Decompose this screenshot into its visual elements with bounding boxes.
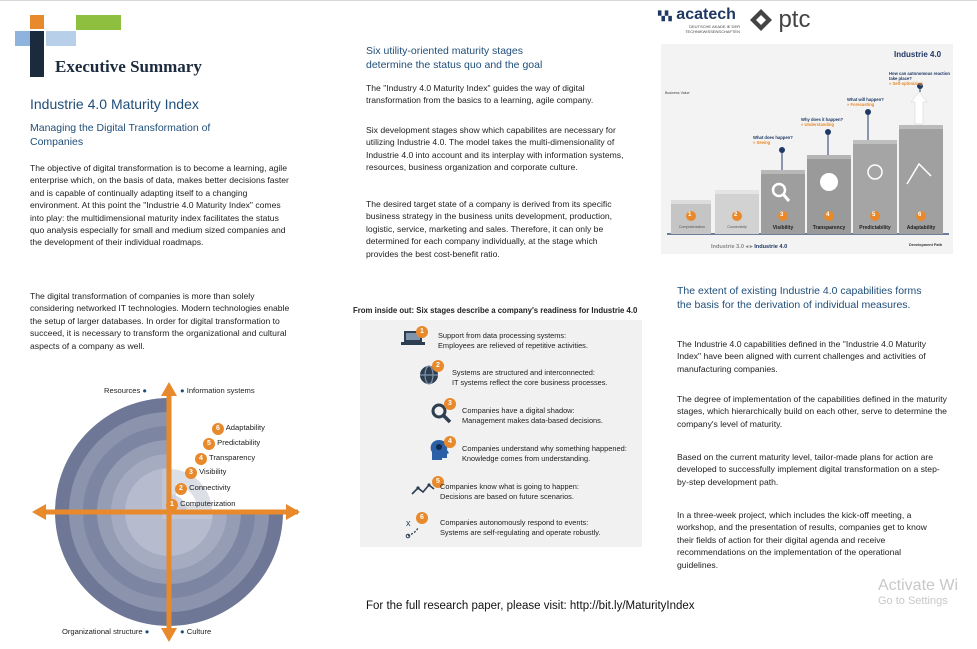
question-4 <box>801 117 843 127</box>
stage-number-badge: 2 <box>175 483 187 495</box>
step-label-5: Predictability <box>859 225 891 231</box>
question-text: What will happen? <box>847 97 884 102</box>
middle-para-3: The desired target state of a company is derived from its specific business strategy in the business units development, production, logistic, service, marketing and sales. Therefore, it can only be determined for each company individually, at the stage which provides the best cost-benefit ratio. <box>366 199 613 259</box>
stage-line-2: Management makes data-based decisions. <box>462 415 603 425</box>
chart-bottom-left: Industrie 3.0 ◂ ▸ Industrie 4.0 <box>711 244 788 250</box>
chart-title: Industrie 4.0 <box>894 50 942 59</box>
industrie-4-label: Industrie 4.0 <box>754 244 788 250</box>
svg-text:x: x <box>406 518 411 528</box>
wheel-quadrant-infosys: ● Information systems <box>180 386 255 395</box>
stage-line-1: Systems are structured and interconnected: <box>452 368 595 377</box>
wheel-arrow-right <box>286 504 300 520</box>
stage-line-2: Employees are relieved of repetitive activities. <box>438 340 588 350</box>
stage-line-2: IT systems reflect the core business processes. <box>452 377 608 387</box>
stage-line-1: Companies know what is going to happen: <box>440 482 579 491</box>
stage-number-badge: 4 <box>444 436 456 448</box>
step-number-3: 3 <box>780 212 784 218</box>
step-number-1: 1 <box>688 212 692 218</box>
stair-chart <box>661 44 953 254</box>
logo-square-lightblue <box>15 31 30 46</box>
wheel-arrow-down <box>161 628 177 642</box>
stage-item-3 <box>430 402 452 429</box>
wheel-label-culture: Culture <box>186 627 212 636</box>
pin-dot-4 <box>825 129 831 135</box>
question-3 <box>753 135 793 145</box>
watermark-line-2: Go to Settings <box>878 595 948 607</box>
stage-text-4 <box>462 444 627 463</box>
step-4 <box>807 155 851 234</box>
wheel-label-resources: Resources <box>104 386 141 395</box>
middle-para-2: Six development stages show which capabilites are necessary for utilizing Industrie 4.0. The model takes the multi-dimensionality of Industrie 4.0 into account and its interplay with information systems, resources, business organization and corporate culture. <box>366 125 624 173</box>
stage-text-5 <box>440 482 579 501</box>
question-6 <box>889 71 951 86</box>
logo-square-green <box>76 15 121 30</box>
logo-square-orange <box>30 15 44 29</box>
middle-heading: Six utility-oriented maturity stages determine the status quo and the goal <box>366 45 543 71</box>
left-para-2: The digital transformation of companies is more than solely considering networked IT technologies. Modern technologies enable the setup of larger databases. In order for digital transformation to succeed, it is necessary to transform the organizational and cultural aspects of a company as well. <box>30 291 290 351</box>
maturity-wheel <box>30 380 300 642</box>
growth-arrow-icon <box>911 92 927 124</box>
section-title: Executive Summary <box>55 57 202 76</box>
stage-label: Predictability <box>217 438 261 447</box>
step-label-6: Adaptability <box>906 225 936 231</box>
wheel-quadrant-org: Organizational structure ● <box>62 627 150 636</box>
left-title: Industrie 4.0 Maturity Index <box>30 96 199 112</box>
stage-number-badge: 1 <box>416 326 428 338</box>
stage-text-2 <box>452 368 608 387</box>
stage-line-2: Systems are self-regulating and operate robustly. <box>440 527 601 537</box>
wheel-quadrant-culture: ● Culture <box>180 627 212 636</box>
wheel-stage-5 <box>203 438 260 450</box>
stage-line-1: Companies autonomously respond to events: <box>440 518 589 527</box>
left-para-1: The objective of digital transformation is to become a learning, agile enterprise which, on the basis of data, makes better decisions faster and is capable of continually adapting itself to a changing environment. At this point the "Industrie 4.0 Maturity Index" comes into play: the multidimensional maturity index facilitates the status quo analysis especially for small and medium sized companies and the development of their individual roadmaps. <box>30 163 289 248</box>
wheel-stage-4 <box>195 453 255 465</box>
step-number-6: 6 <box>918 212 922 218</box>
acatech-wordmark: acatech <box>676 6 736 23</box>
stage-item-5 <box>410 480 440 503</box>
stage-item-4 <box>428 438 450 467</box>
stage-number-badge: 3 <box>444 398 456 410</box>
right-para-3: Based on the current maturity level, tailor-made plans for action are developed to successfully implement digital transformation on a step-by-step development path. <box>677 452 940 487</box>
right-para-1: The Industrie 4.0 capabilities defined in the "Industrie 4.0 Maturity Index" have been aligned with current challenges and activities of manufacturing companies. <box>677 339 927 374</box>
step-label-1: Computerization <box>678 225 706 229</box>
acatech-mark-icon: ▚▚ <box>658 11 672 21</box>
stage-number-badge: 6 <box>416 512 428 524</box>
wheel-stage-2 <box>175 483 231 495</box>
wheel-stage-3 <box>185 467 226 479</box>
step-label-2: Connectivity <box>727 225 747 229</box>
wheel-label-org: Organizational structure <box>62 627 143 636</box>
chart-bottom-right: Development Path <box>909 243 943 247</box>
research-paper-link[interactable]: For the full research paper, please visit: http://bit.ly/MaturityIndex <box>366 600 695 612</box>
wheel-arrow-up <box>161 382 177 396</box>
ptc-logo-icon <box>748 7 774 33</box>
pin-dot-3 <box>779 147 785 153</box>
ptc-logo <box>748 6 810 34</box>
step-number-5: 5 <box>872 212 876 218</box>
stage-number-badge: 5 <box>432 476 444 488</box>
watermark-line-1: Activate Wi <box>878 577 959 594</box>
question-answer: » Seeing <box>753 140 771 145</box>
stage-number-badge: 4 <box>195 453 207 465</box>
activation-watermark <box>878 577 958 607</box>
logo-bar-dark <box>30 31 44 77</box>
stage-line-2: Knowledge comes from understanding. <box>462 453 591 463</box>
step-label-3: Visibility <box>772 225 794 231</box>
chart-ylabel: Business Value <box>665 91 690 95</box>
stage-number-badge: 2 <box>432 360 444 372</box>
step-label-4: Transparency <box>812 225 846 231</box>
stage-label: Computerization <box>180 499 236 508</box>
wheel-stage-1 <box>166 499 235 511</box>
stage-item-1 <box>400 328 426 353</box>
stage-item-2 <box>418 364 440 391</box>
top-border <box>0 0 977 1</box>
stage-line-2: Decisions are based on future scenarios. <box>440 491 574 501</box>
stage-text-1 <box>438 331 588 350</box>
acatech-logo <box>658 6 740 34</box>
stage-label: Visibility <box>199 467 227 476</box>
question-answer: » Self-optimizing <box>889 81 923 86</box>
industrie-3-label: Industrie 3.0 <box>711 244 744 250</box>
right-para-2: The degree of implementation of the capabilities defined in the maturity stages, which hierarchically build on each other, serve to determine the company's level of maturity. <box>677 394 947 429</box>
question-text: What does happen? <box>753 135 793 140</box>
stage-number-badge: 1 <box>166 499 178 511</box>
transparency-head-icon <box>820 173 838 191</box>
question-5 <box>847 97 884 107</box>
question-answer: » Forecasting <box>847 102 875 107</box>
right-para-4: In a three-week project, which includes the kick-off meeting, a workshop, and the presentation of results, companies get to know their fields of action for their digital agenda and receive recommendations on the implementation of the operational guidelines. <box>677 510 927 570</box>
question-answer: » Understanding <box>801 122 835 127</box>
question-text: How can autonomous reaction take place? <box>889 71 950 81</box>
stage-line-1: Support from data processing systems: <box>438 331 567 340</box>
left-subtitle: Managing the Digital Transformation of Companies <box>30 122 211 148</box>
stage-line-1: Companies have a digital shadow: <box>462 406 575 415</box>
stage-number-badge: 3 <box>185 467 197 479</box>
wheel-label-infosys: Information systems <box>186 386 255 395</box>
stage-number-badge: 5 <box>203 438 215 450</box>
acatech-subtitle: DEUTSCHE AKADE IE DER TECHNIKWISSENSCHAFTEN <box>685 24 740 34</box>
stage-number-badge: 6 <box>212 423 224 435</box>
stage-label: Adaptability <box>225 423 265 432</box>
stage-line-1: Companies understand why something happened: <box>462 444 627 453</box>
stage-label: Transparency <box>208 453 256 462</box>
right-heading: The extent of existing Industrie 4.0 capabilities forms the basis for the derivation of individual measures. <box>677 285 922 311</box>
stages-panel <box>360 320 642 547</box>
step-number-4: 4 <box>826 212 830 218</box>
stage-text-3 <box>462 406 603 425</box>
stage-item-6 <box>404 516 428 545</box>
stages-title: From inside out: Six stages describe a company's readiness for Industrie 4.0 <box>353 306 638 315</box>
pin-dot-5 <box>865 109 871 115</box>
wheel-stage-6 <box>212 423 265 435</box>
stage-label: Connectivity <box>189 483 231 492</box>
step-number-2: 2 <box>734 212 738 218</box>
stage-text-6 <box>440 518 601 537</box>
wheel-arrow-left <box>32 504 46 520</box>
ptc-wordmark: ptc <box>778 6 811 33</box>
middle-para-1: The "Industry 4.0 Maturity Index" guides the way of digital transformation from the basics to a learning, agile company. <box>366 83 594 106</box>
question-text: Why does it happen? <box>801 117 844 122</box>
wheel-quadrant-resources: Resources ● <box>104 386 148 395</box>
logo-square-lightblue-2 <box>46 31 76 46</box>
